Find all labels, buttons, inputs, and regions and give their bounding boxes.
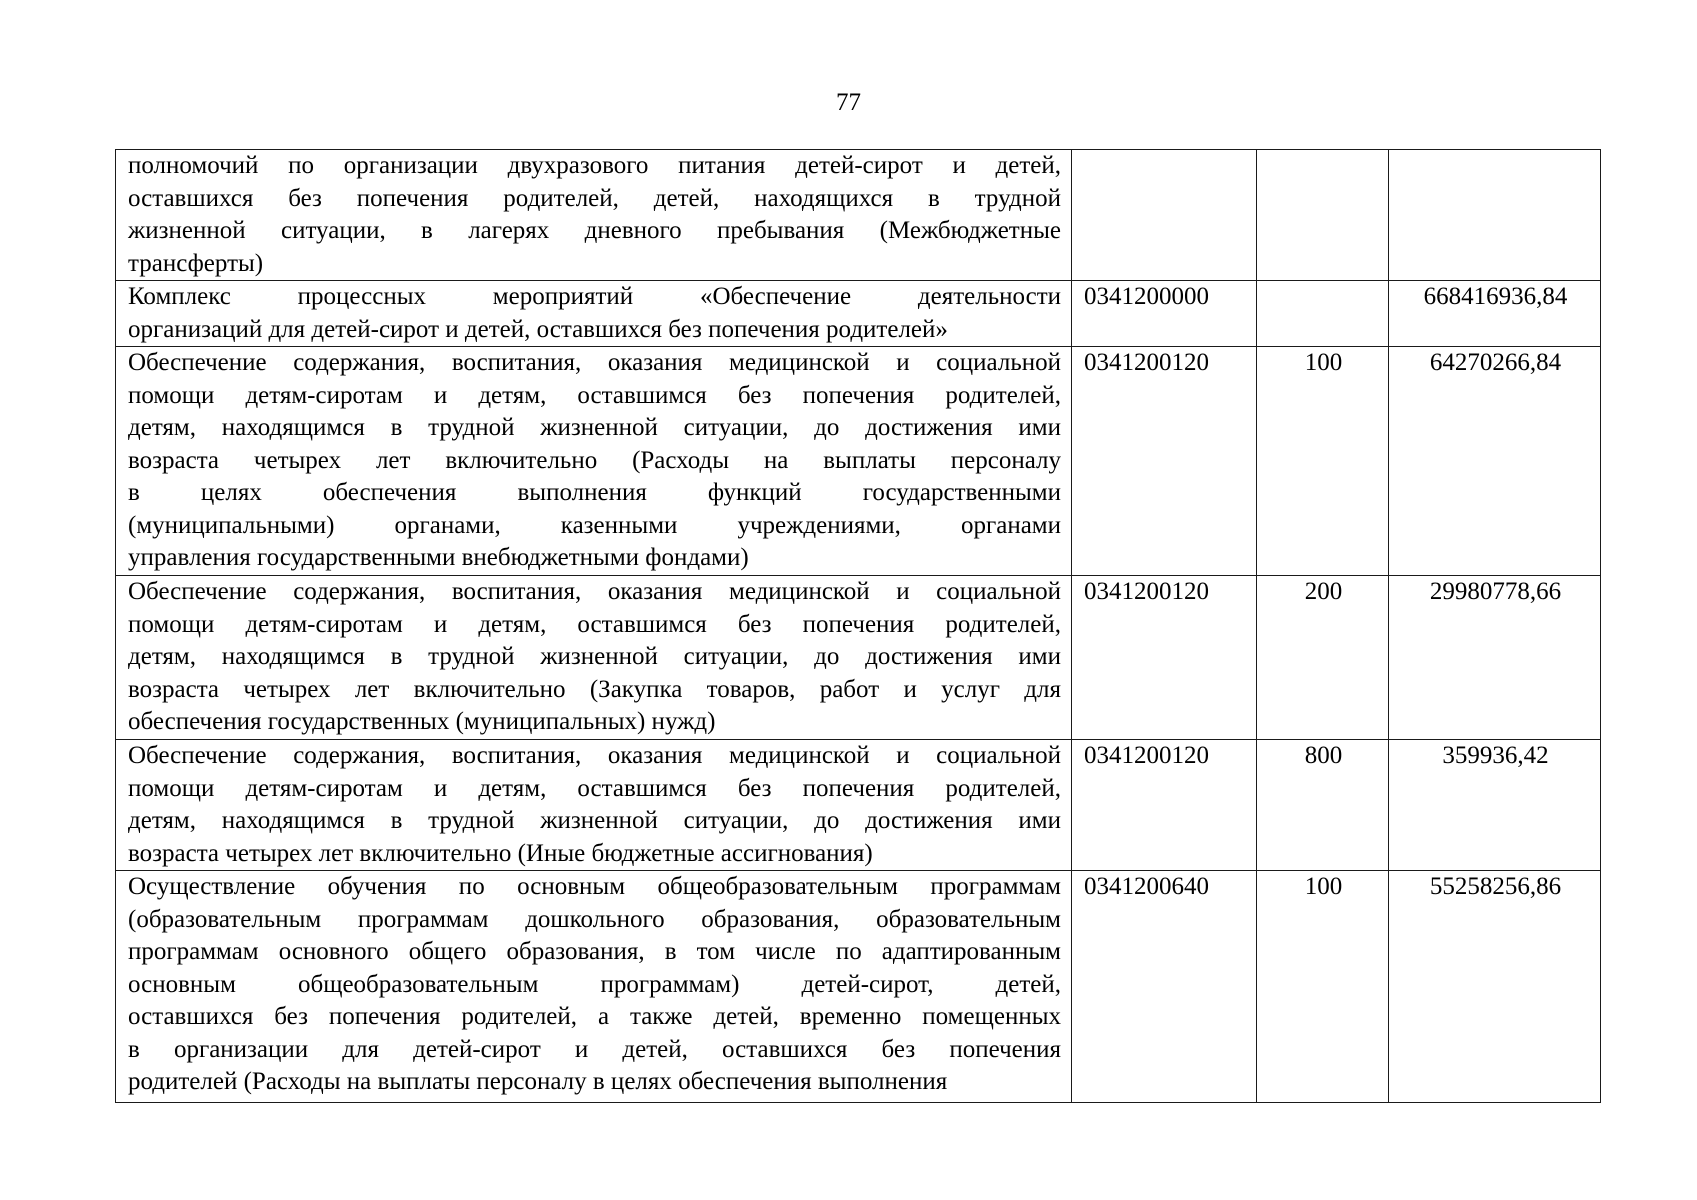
description-line: родителей (Расходы на выплаты персоналу в целях обеспечения выполнения (128, 1068, 948, 1095)
row-description (116, 576, 1072, 740)
amount: 64270266,84 (1389, 347, 1601, 576)
expense-type-code (1257, 281, 1389, 347)
row-description (116, 150, 1072, 281)
description-line: программам основного общего образования, в том числе по адаптированным (128, 938, 1061, 965)
amount: 55258256,86 (1389, 871, 1601, 1103)
table-row (116, 576, 1601, 740)
description-line: (образовательным программам дошкольного образования, образовательным (128, 905, 1061, 933)
table-row (116, 281, 1601, 347)
description-line: детям, находящимся в трудной жизненной ситуации, до достижения ими (128, 807, 1061, 834)
description-line: основным общеобразовательным программам) детей-сирот, детей, (128, 970, 1061, 998)
expense-type-code: 200 (1257, 576, 1389, 740)
description-line: помощи детям-сиротам и детям, оставшимся без попечения родителей, (128, 774, 1061, 802)
description-line: управления государственными внебюджетными фондами) (128, 544, 749, 571)
amount: 29980778,66 (1389, 576, 1601, 740)
expense-type-code: 100 (1257, 871, 1389, 1103)
amount: 359936,42 (1389, 740, 1601, 871)
description-line: в целях обеспечения выполнения функций государственными (128, 479, 1061, 506)
description-line: Осуществление обучения по основным общеобразовательным программам (128, 873, 1061, 900)
expense-type-code: 800 (1257, 740, 1389, 871)
description-line: Обеспечение содержания, воспитания, оказания медицинской и социальной (128, 742, 1061, 769)
description-line: в организации для детей-сирот и детей, оставшихся без попечения (128, 1035, 1061, 1063)
description-line: оставшихся без попечения родителей, детей, находящихся в трудной (128, 184, 1061, 212)
description-line: жизненной ситуации, в лагерях дневного пребывания (Межбюджетные (128, 217, 1061, 244)
target-article-code (1072, 150, 1257, 281)
expense-type-code (1257, 150, 1389, 281)
description-line: детям, находящимся в трудной жизненной ситуации, до достижения ими (128, 643, 1061, 670)
description-line: возраста четырех лет включительно (Закупка товаров, работ и услуг для (128, 675, 1061, 703)
description-line: Комплекс процессных мероприятий «Обеспечение деятельности (128, 283, 1061, 310)
description-line: возраста четырех лет включительно (Расходы на выплаты персоналу (128, 446, 1061, 474)
budget-table (115, 149, 1601, 1103)
row-description (116, 281, 1072, 347)
description-line: помощи детям-сиротам и детям, оставшимся без попечения родителей, (128, 610, 1061, 638)
row-description (116, 740, 1072, 871)
row-description (116, 347, 1072, 576)
description-line: обеспечения государственных (муниципальных) нужд) (128, 708, 716, 735)
description-line: организаций для детей-сирот и детей, оставшихся без попечения родителей» (128, 315, 948, 343)
description-line: помощи детям-сиротам и детям, оставшимся без попечения родителей, (128, 381, 1061, 409)
description-line: возраста четырех лет включительно (Иные бюджетные ассигнования) (128, 839, 873, 867)
table-row (116, 150, 1601, 281)
target-article-code: 0341200120 (1072, 576, 1257, 740)
target-article-code: 0341200640 (1072, 871, 1257, 1103)
amount (1389, 150, 1601, 281)
target-article-code: 0341200000 (1072, 281, 1257, 347)
description-line: Обеспечение содержания, воспитания, оказания медицинской и социальной (128, 578, 1061, 605)
description-line: Обеспечение содержания, воспитания, оказания медицинской и социальной (128, 349, 1061, 376)
table-row (116, 740, 1601, 871)
row-description (116, 871, 1072, 1103)
target-article-code: 0341200120 (1072, 740, 1257, 871)
description-line: трансферты) (128, 249, 264, 277)
table-row (116, 871, 1601, 1103)
description-line: полномочий по организации двухразового питания детей-сирот и детей, (128, 152, 1061, 179)
amount: 668416936,84 (1389, 281, 1601, 347)
expense-type-code: 100 (1257, 347, 1389, 576)
description-line: оставшихся без попечения родителей, а также детей, временно помещенных (128, 1003, 1061, 1030)
page-number: 77 (836, 89, 861, 116)
target-article-code: 0341200120 (1072, 347, 1257, 576)
description-line: детям, находящимся в трудной жизненной ситуации, до достижения ими (128, 414, 1061, 441)
description-line: (муниципальными) органами, казенными учреждениями, органами (128, 511, 1061, 539)
table-row (116, 347, 1601, 576)
